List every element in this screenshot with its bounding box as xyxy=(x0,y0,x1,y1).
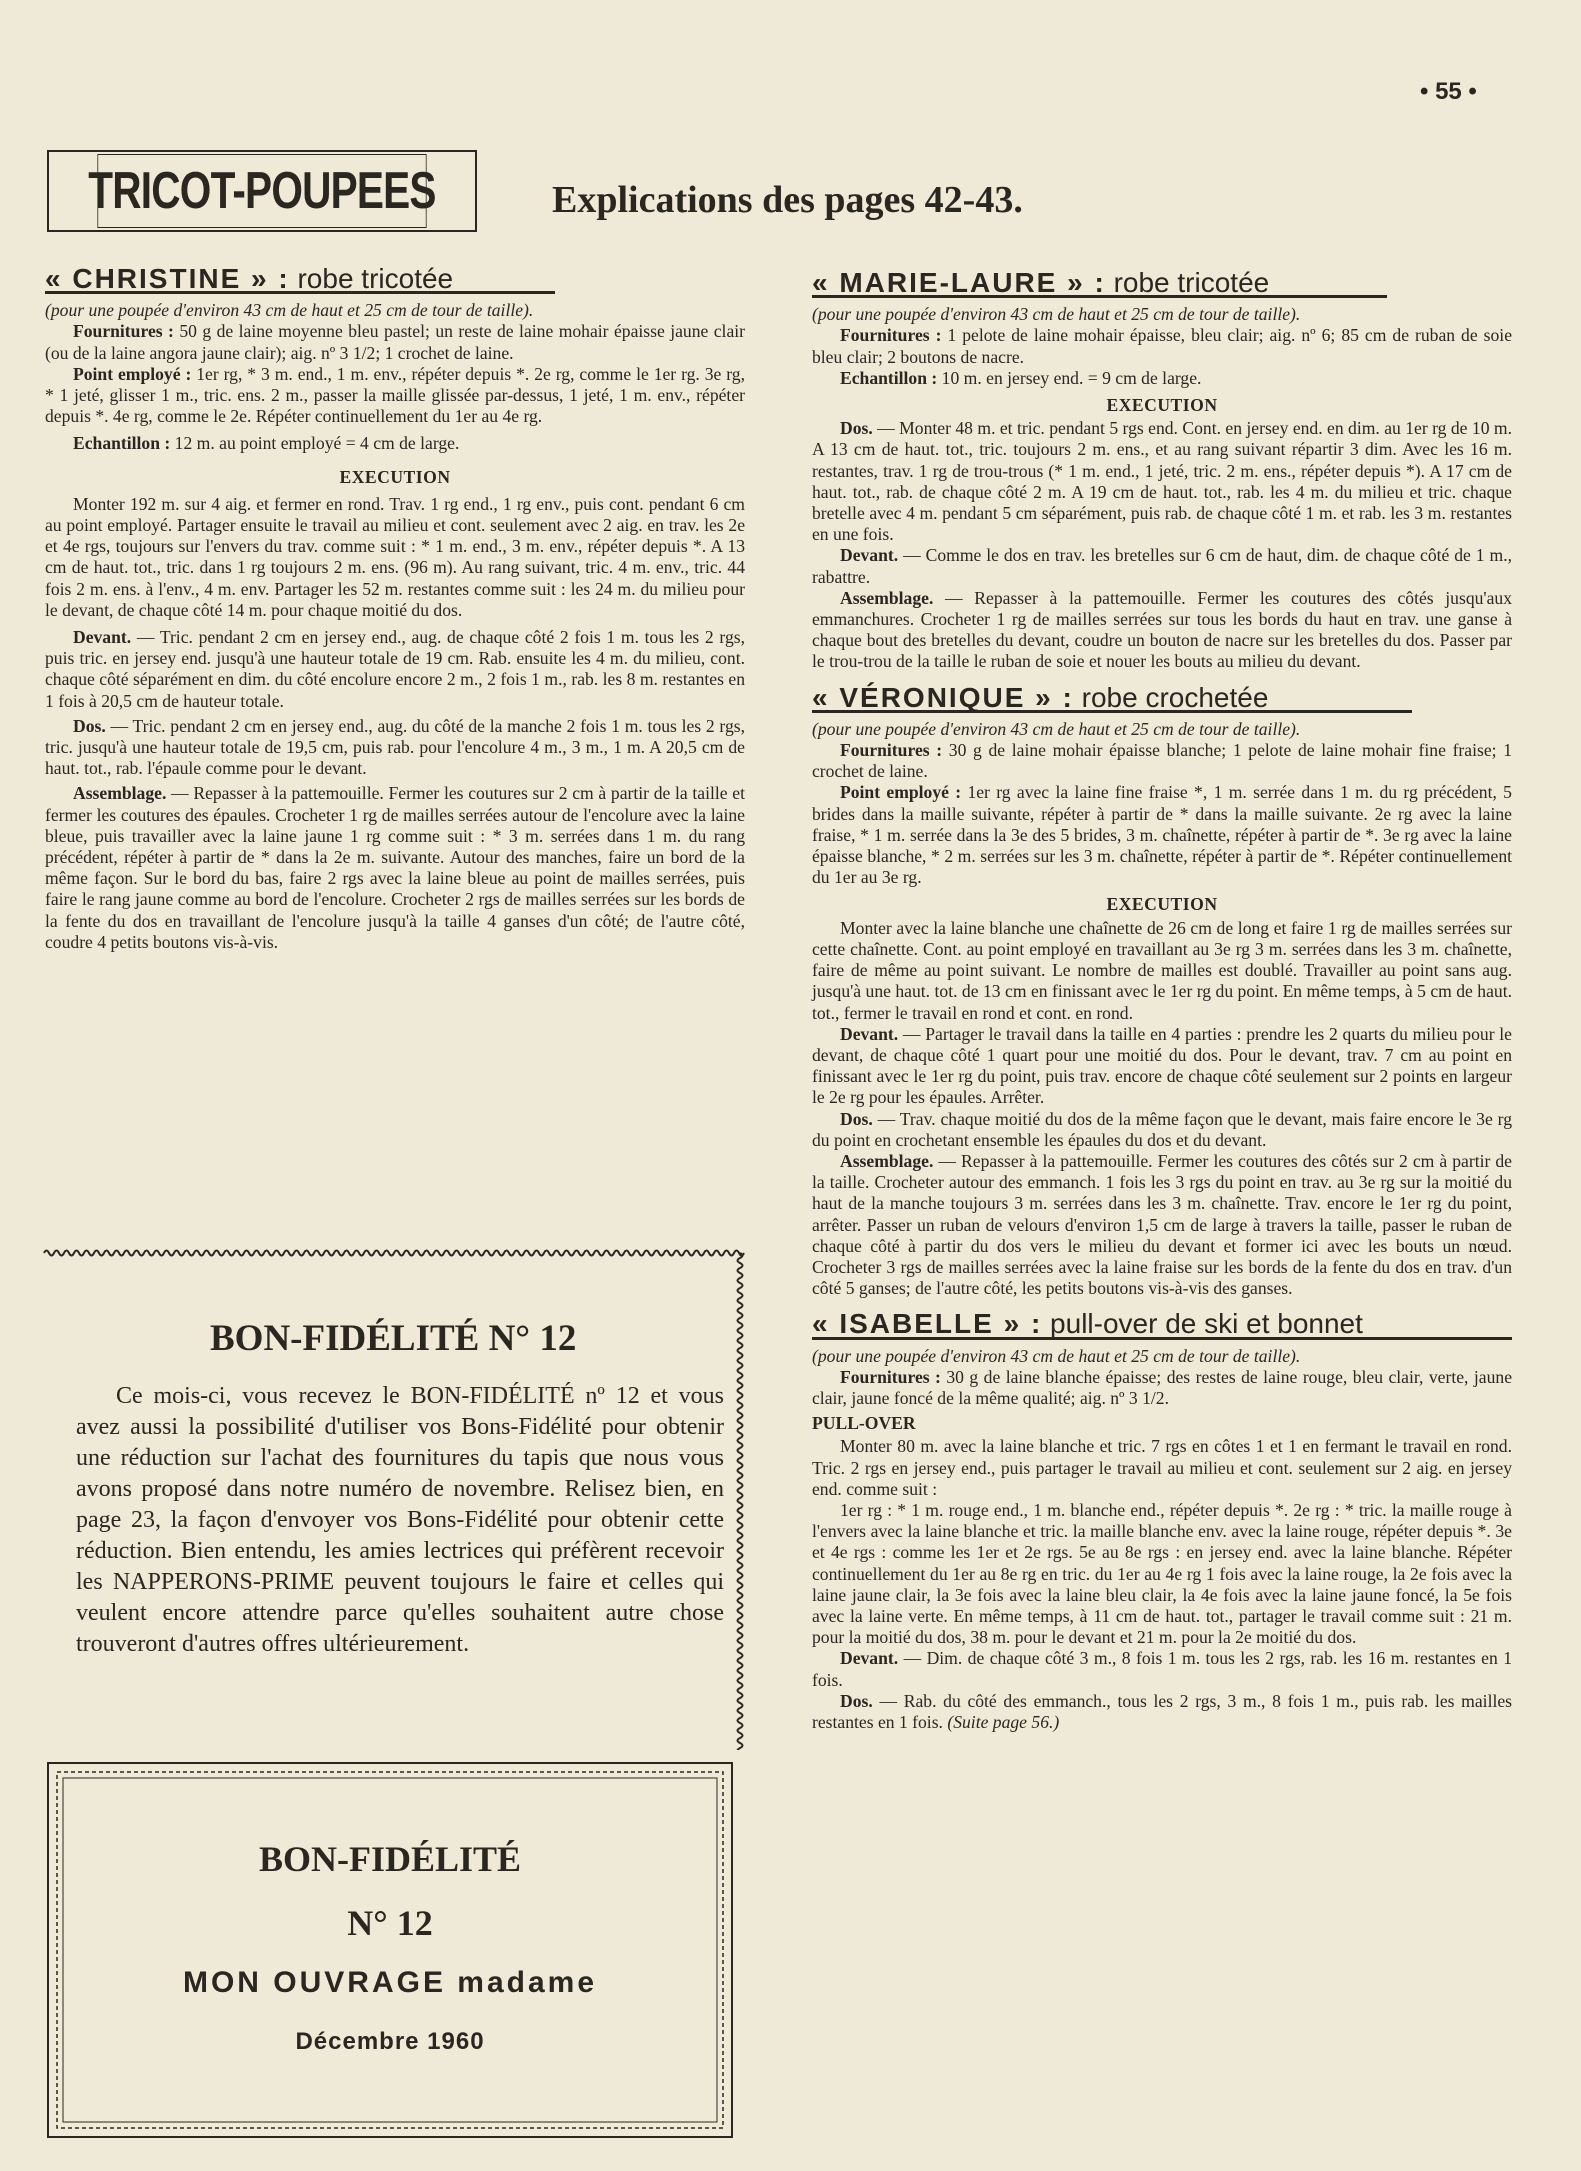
isabelle-subtitle: (pour une poupée d'environ 43 cm de haut et 25 cm de tour de taille). xyxy=(812,1345,1301,1366)
devant-text: — Partager le travail dans la taille en 4 parties : prendre les 2 quarts du milieu pour le devant, de chaque côté 1 quart pour une moitié du dos. Pour le devant, trav. 7 cm au point en finissant avec le 1er rg du point, puis trav. encore de chaque côté seulement sur 2 points en largeur le 2e rg pour les épaules. Arrêter. xyxy=(812,1023,1512,1108)
devant-label: Devant. xyxy=(840,1648,899,1669)
marie-laure-heading-rest: robe tricotée xyxy=(1105,267,1270,298)
veronique-assemblage xyxy=(812,1151,1512,1299)
devant-text: — Comme le dos en trav. les bretelles sur 6 cm de haut, dim. de chaque côté de 1 m., rabattre. xyxy=(812,545,1512,587)
isabelle-heading-name: « ISABELLE » : xyxy=(812,1308,1043,1340)
point-text: 1er rg avec la laine fine fraise *, 1 m. serrée dans 1 m. du rg précédent, 5 brides dans la maille suivante, répéter à partir de * dans la maille suivante. 2e rg avec la laine fraise, * 1 m. serrée dans la 3e des 5 brides, 3 m. chaînette, répéter à partir de *. 3e rg avec la laine épaisse blanche, * 2 m. serrées sur les 3 m. chaînette, répéter à partir de *. Répéter continuellement du 1er au 3e rg. xyxy=(812,782,1512,888)
point-label: Point employé : xyxy=(840,782,962,803)
fournitures-text: 1 pelote de laine mohair épaisse, bleu clair; aig. nº 6; 85 cm de ruban de soie bleu clair; 2 boutons de nacre. xyxy=(812,325,1513,367)
marie-laure-subtitle: (pour une poupée d'environ 43 cm de haut et 25 cm de tour de taille). xyxy=(812,304,1301,325)
dos-label: Dos. xyxy=(840,1690,873,1711)
christine-echantillon xyxy=(45,433,745,454)
assemblage-text: — Repasser à la pattemouille. Fermer les coutures des côtés sur 2 cm à partir de la taille. Crocheter autour des emmanch. 1 fois les 3 rgs du point en trav. au 3e rg sur la moitié du haut de la manche toujours 3 m. serrées dans les 3 m. chaînette. Trav. encore le 1er rg du point, arrêter. Passer un ruban de velours d'environ 1,5 cm de large à travers la taille, passer le ruban de chaque côté à partir du dos vers le milieu du devant et former ici avec les bouts un nœud. Crocheter 3 rgs de mailles serrées avec la laine fraise sur les bords de la fente du dos en trav. d'un côté 5 ganses; de l'autre côté, les petits boutons vis-à-vis des ganses. xyxy=(812,1150,1512,1299)
devant-label: Devant. xyxy=(840,1023,899,1044)
echantillon-label: Echantillon : xyxy=(73,433,171,454)
fournitures-text: 30 g de laine mohair épaisse blanche; 1 pelote de laine mohair fine fraise; 1 crochet de laine. xyxy=(812,740,1512,782)
fournitures-label: Fournitures : xyxy=(73,321,174,342)
marie-laure-heading-name: « MARIE-LAURE » : xyxy=(812,267,1106,298)
christine-heading-rest: robe tricotée xyxy=(289,263,454,294)
christine-heading-name: « CHRISTINE » : xyxy=(45,263,290,294)
isabelle-heading xyxy=(812,1308,1512,1340)
christine-fournitures xyxy=(45,321,745,363)
coupon-title: BON-FIDÉLITÉ xyxy=(258,1839,522,1879)
isabelle-dos xyxy=(812,1691,1512,1733)
dos-text: — Tric. pendant 2 cm en jersey end., aug. du côté de la manche 2 fois 1 m. tous les 2 rgs, tric. jusqu'à une hauteur totale de 19,5 cm, puis rab. pour l'encolure 4 m., 3 m., 1 m. A 20,5 cm de haut. tot., rab. l'épaule comme pour le devant. xyxy=(45,715,745,779)
bon-fidelite-announcement xyxy=(40,1245,748,1750)
fournitures-text: 30 g de laine blanche épaisse; des restes de laine rouge, bleu clair, verte, jaune clair, jaune foncé de la même qualité; aig. nº 3 1/2. xyxy=(812,1366,1512,1408)
bon-fidelite-title: BON-FIDÉLITÉ N° 12 xyxy=(210,1318,577,1359)
echantillon-text: 12 m. au point employé = 4 cm de large. xyxy=(170,433,460,454)
article-christine xyxy=(45,263,746,953)
christine-execution-heading: EXECUTION xyxy=(339,466,451,487)
isabelle-fournitures xyxy=(812,1367,1512,1409)
veronique-heading xyxy=(812,681,1412,713)
isabelle-rows-text: 1er rg : * 1 m. rouge end., 1 m. blanche end., répéter depuis *. 2e rg : * tric. la maille rouge à l'envers avec la laine blanche et tric. la maille blanche env. avec la laine rouge, répéter depuis *. 3e et 4e rgs : comme les 1er et 2e rgs. 5e au 8e rgs : en jersey end. avec la laine blanche. Répéter continuellement du 1er au 8e rg en tric. du 1er au 4e rg 1 fois avec la laine rouge, la 2e fois avec la laine jaune clair, la 3e fois avec la laine bleu clair, la 4e fois avec la laine jaune foncé, la 5e fois avec la laine verte. En même temps, à 11 cm de haut. tot., partager le travail comme suit : 21 m. pour la moitié du dos, 38 m. pour le devant et 21 m. pour la 2e moitié du dos. xyxy=(812,1499,1512,1648)
veronique-point xyxy=(812,782,1512,888)
assemblage-label: Assemblage. xyxy=(840,587,934,608)
dos-text: — Trav. chaque moitié du dos de la même façon que le devant, mais faire encore le 3e rg du point en crochetant ensemble les épaules du dos et du devant. xyxy=(812,1108,1512,1150)
isabelle-devant xyxy=(812,1648,1512,1690)
veronique-heading-rest: robe crochetée xyxy=(1073,681,1269,713)
devant-label: Devant. xyxy=(73,627,132,648)
veronique-execution-heading: EXECUTION xyxy=(1106,894,1218,915)
christine-assemblage xyxy=(45,783,745,953)
isabelle-heading-rest: pull-over de ski et bonnet xyxy=(1042,1308,1363,1340)
coupon-number: N° 12 xyxy=(347,1903,433,1943)
dos-label: Dos. xyxy=(73,715,106,736)
dos-label: Dos. xyxy=(840,418,873,439)
christine-subtitle: (pour une poupée d'environ 43 cm de haut et 25 cm de tour de taille). xyxy=(45,300,534,321)
right-column xyxy=(812,267,1513,1733)
devant-text: — Dim. de chaque côté 3 m., 8 fois 1 m. tous les 2 rgs, rab. les 16 m. restantes en 1 fois. xyxy=(812,1648,1512,1690)
continued-note: (Suite page 56.) xyxy=(947,1712,1060,1732)
marie-laure-assemblage xyxy=(812,588,1512,673)
assemblage-label: Assemblage. xyxy=(73,783,167,804)
veronique-dos xyxy=(812,1109,1512,1151)
assemblage-label: Assemblage. xyxy=(840,1150,934,1171)
marie-laure-execution-heading: EXECUTION xyxy=(1106,395,1218,416)
point-label: Point employé : xyxy=(73,363,192,384)
section-masthead xyxy=(47,150,477,232)
devant-label: Devant. xyxy=(840,545,899,566)
veronique-devant xyxy=(812,1024,1512,1109)
fournitures-label: Fournitures : xyxy=(840,740,943,761)
point-text: 1er rg, * 3 m. end., 1 m. env., répéter depuis *. 2e rg, comme le 1er rg. 3e rg, * 1 jeté, glisser 1 m., tric. ens. 2 m., passer la maille glissée par-dessus, 1 jeté, 1 m. env., répéter depuis *. 4e rg, comme le 2e. Répéter continuellement du 1er au 4e rg. xyxy=(45,363,745,427)
bon-fidelite-coupon[interactable] xyxy=(45,1760,735,2140)
marie-laure-fournitures xyxy=(812,325,1512,367)
veronique-heading-name: « VÉRONIQUE » : xyxy=(812,681,1074,713)
isabelle-pullover-heading: PULL-OVER xyxy=(812,1413,916,1434)
dos-label: Dos. xyxy=(840,1108,873,1129)
fournitures-label: Fournitures : xyxy=(840,1366,941,1387)
isabelle-pullover-text: Monter 80 m. avec la laine blanche et tric. 7 rgs en côtes 1 et 1 en fermant le travail en rond. Tric. 2 rgs en jersey end., puis partager le travail au milieu et cont. seulement sur 2 aig. en jersey end. comme suit : xyxy=(812,1436,1512,1499)
marie-laure-heading xyxy=(812,267,1387,298)
page-title: Explications des pages 42-43. xyxy=(552,179,1023,221)
christine-execution-text: Monter 192 m. sur 4 aig. et fermer en rond. Trav. 1 rg end., 1 rg env., puis cont. pendant 6 cm au point employé. Partager ensuite le travail au milieu et cont. seulement avec 2 aig. en trav. les 2e et 4e rgs, toujours sur l'envers du trav. comme suit : * 1 m. end., 3 m. env., répéter depuis *. A 13 cm de haut. tot., tric. dans 1 rg toujours 2 m. ens. (96 m). Au rang suivant, tric. 4 m. env., tric. 44 fois 2 m. ens. à l'env., 4 m. env. Partager les 52 m. restantes comme suit : les 24 m. du milieu pour le devant, de chaque côté 14 m. pour chaque moitié du dos. xyxy=(45,493,745,620)
christine-point xyxy=(45,364,745,428)
veronique-execution-text: Monter avec la laine blanche une chaînette de 26 cm de long et faire 1 rg de mailles serrées sur cette chaînette. Cont. au point employé en travaillant au 3e rg 3 m. serrées dans les 3 m. chaînette, faire de même au point suivant. Le nombre de mailles est doublé. Travailler au point sans aug. jusqu'à une haut. tot. de 13 cm en finissant avec le 1er rg du point. En même temps, à 5 cm de haut. tot., fermer le travail en rond et cont. en rond. xyxy=(812,917,1512,1023)
veronique-fournitures xyxy=(812,740,1512,782)
assemblage-text: — Repasser à la pattemouille. Fermer les coutures des côtés jusqu'aux emmanchures. Crocheter 1 rg de mailles serrées sur tous les bords du haut en trav. une ganse à chaque bout des bretelles du devant, coudre un bouton de nacre sur les bretelles du dos. Passer par le trou-trou de la taille le ruban de soie et nouer les bouts au milieu du devant. xyxy=(812,587,1512,672)
veronique-subtitle: (pour une poupée d'environ 43 cm de haut et 25 cm de tour de taille). xyxy=(812,718,1301,739)
christine-heading xyxy=(45,263,555,294)
fournitures-label: Fournitures : xyxy=(840,325,942,346)
christine-dos xyxy=(45,716,745,780)
fournitures-text: 50 g de laine moyenne bleu pastel; un reste de laine mohair épaisse jaune clair (ou de la laine angora jaune clair); aig. nº 3 1/2; 1 crochet de laine. xyxy=(45,321,746,363)
devant-text: — Tric. pendant 2 cm en jersey end., aug. de chaque côté 2 fois 1 m. tous les 2 rgs, puis tric. en jersey end. jusqu'à une hauteur totale de 19 cm. Rab. ensuite les 4 m. du milieu, cont. chaque côté séparément en dim. du côté encolure encore 2 m., 2 fois 1 m., rab. les 8 m. restantes en 1 fois à 20,5 cm de hauteur totale. xyxy=(45,627,745,711)
marie-laure-echantillon xyxy=(812,368,1512,389)
coupon-magazine: MON OUVRAGE madame xyxy=(182,1966,598,1999)
page-number: • 55 • xyxy=(1420,78,1477,105)
dos-text: — Rab. du côté des emmanch., tous les 2 rgs, 3 m., 8 fois 1 m., puis rab. les mailles restantes en 1 fois. xyxy=(812,1690,1512,1732)
bon-fidelite-text: Ce mois-ci, vous recevez le BON-FIDÉLITÉ nº 12 et vous avez aussi la possibilité d'utiliser vos Bons-Fidélité pour obtenir une réduction sur l'achat des fournitures du tapis que nous vous avons proposé dans notre numéro de novembre. Relisez bien, en page 23, la façon d'envoyer vos Bons-Fidélité pour obtenir cette réduction. Bien entendu, les amies lectrices qui préfèrent recevoir les NAPPERONS-PRIME peuvent toujours le faire et celles qui veulent encore attendre parce qu'elles souhaitent autre chose trouveront d'autres offres ultérieurement. xyxy=(76,1383,724,1657)
christine-devant xyxy=(45,627,745,712)
echantillon-label: Echantillon : xyxy=(840,367,938,388)
coupon-date: Décembre 1960 xyxy=(295,2028,485,2055)
masthead-title: TRICOT-POUPEES xyxy=(97,154,426,228)
marie-laure-devant xyxy=(812,545,1512,587)
echantillon-text: 10 m. en jersey end. = 9 cm de large. xyxy=(937,367,1202,388)
marie-laure-dos xyxy=(812,418,1512,545)
assemblage-text: — Repasser à la pattemouille. Fermer les coutures sur 2 cm à partir de la taille et fermer les coutures des épaules. Crocheter 1 rg de mailles serrées autour de l'encolure avec la laine bleue, puis travailler avec la laine jaune 1 rg comme suit : * 3 m. serrées dans 1 m. du rang précédent, répéter à partir de * dans la 2e m. suivante. Autour des manches, faire un bord de la même façon. Sur le bord du bas, faire 2 rgs avec la laine bleue au point de mailles serrées, puis faire le rang jaune comme au bord de l'encolure. Crocheter 2 rgs de mailles serrées sur les bords de la fente du dos en travaillant de l'encolure jusqu'à la taille 4 ganses d'un côté; de l'autre côté, coudre 4 petits boutons vis-à-vis. xyxy=(45,783,745,952)
dos-text: — Monter 48 m. et tric. pendant 5 rgs end. Cont. en jersey end. en dim. au 1er rg de 10 m. A 13 cm de haut. tot., tric. toujours 2 m. ens., et au rang suivant répartir 3 dim. Avec les 16 m. restantes, trav. 1 rg de trou-trous (* 1 m. end., 1 jeté, tric. 2 m. ens., répéter depuis *). A 17 cm de haut. tot., rab. de chaque côté 2 m. A 19 cm de haut. tot., rab. les 4 m. du milieu et tric. chaque bretelle avec 4 m. pendant 5 cm séparément, puis rab. de chaque côté 1 m. et rab. les 3 m. restantes en une fois. xyxy=(812,418,1512,545)
